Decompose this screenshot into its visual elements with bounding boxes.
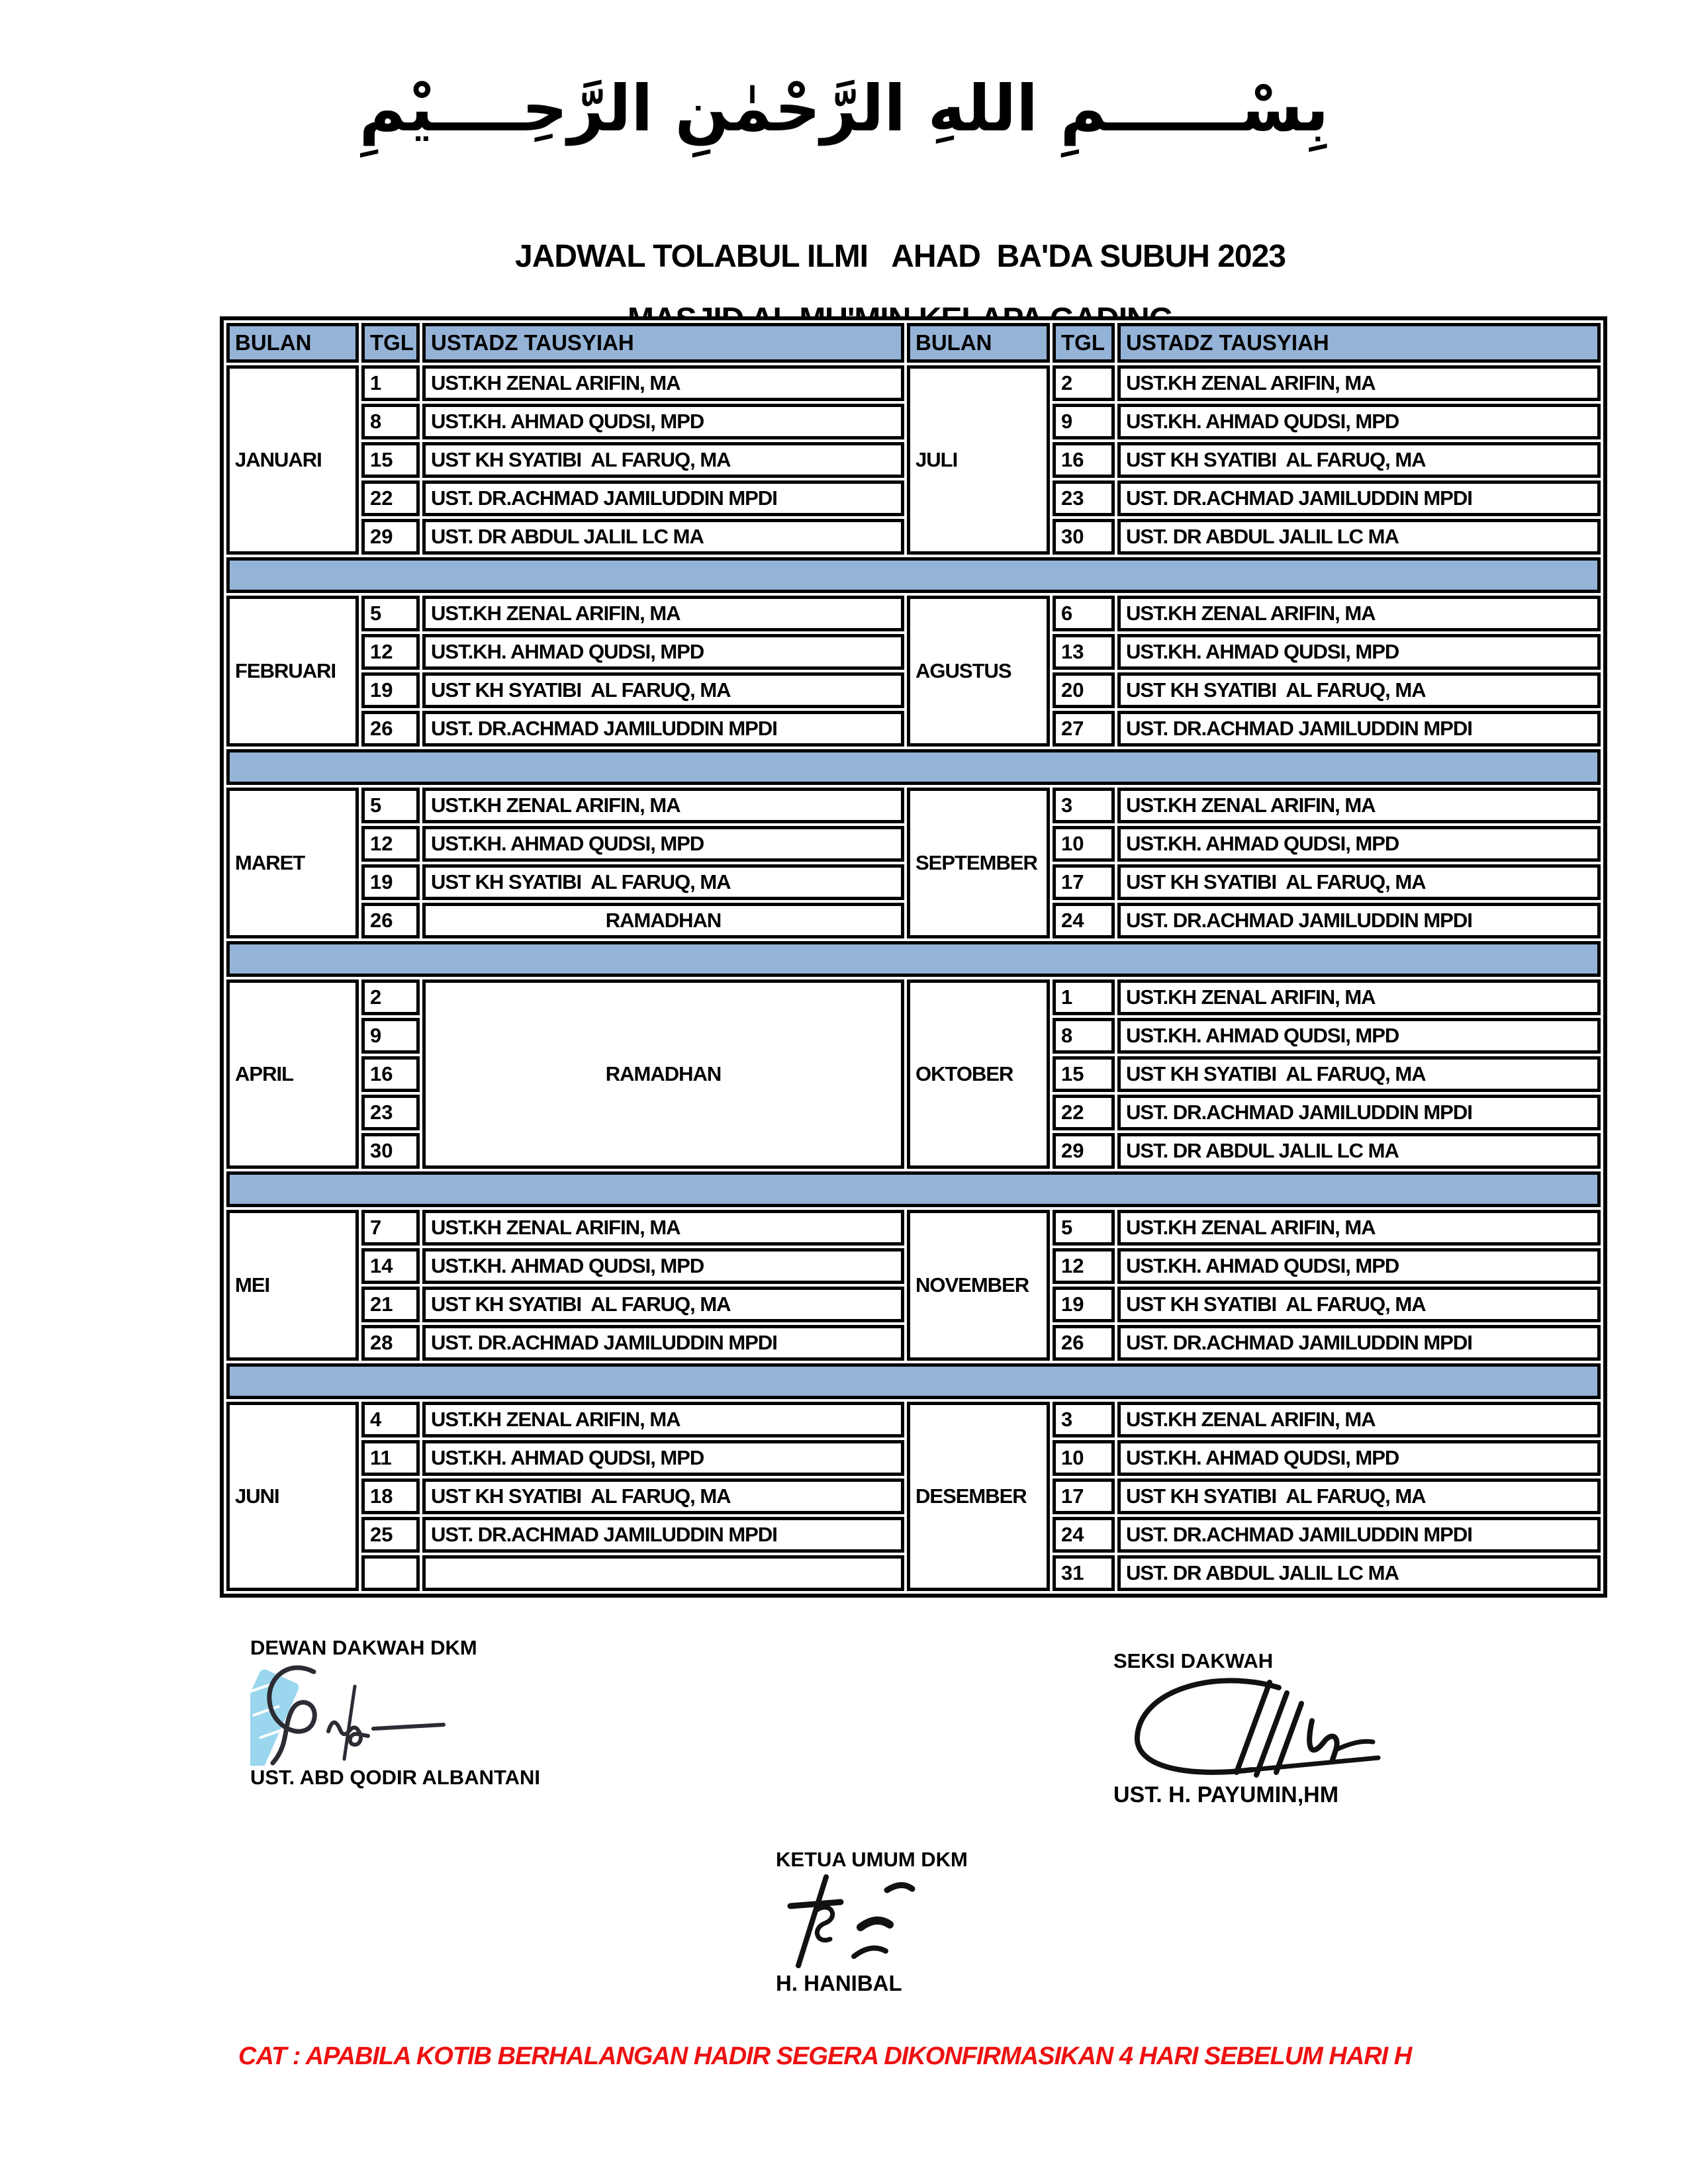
tgl-cell: 1 [361,365,420,401]
ustadz-cell: UST.KH. AHMAD QUDSI, MPD [1117,826,1601,862]
month-cell: JUNI [226,1402,359,1591]
ustadz-cell: UST.KH ZENAL ARIFIN, MA [422,365,904,401]
ustadz-cell: UST. DR ABDUL JALIL LC MA [1117,519,1601,555]
schedule-row [226,596,1601,631]
section-spacer [226,1171,1601,1207]
tgl-cell: 8 [361,404,420,439]
schedule-row [226,1210,1601,1246]
signature-name: H. HANIBAL [776,1971,902,1995]
ustadz-cell: UST.KH. AHMAD QUDSI, MPD [1117,1440,1601,1476]
month-cell: DESEMBER [907,1402,1050,1591]
ustadz-cell-merged: RAMADHAN [422,979,904,1169]
ustadz-cell: UST. DR ABDUL JALIL LC MA [1117,1133,1601,1169]
ustadz-cell: UST.KH ZENAL ARIFIN, MA [422,596,904,631]
ustadz-cell: UST. DR.ACHMAD JAMILUDDIN MPDI [1117,1095,1601,1130]
section-spacer [226,1363,1601,1399]
ustadz-cell: UST.KH. AHMAD QUDSI, MPD [422,634,904,670]
tgl-cell: 26 [361,903,420,938]
ustadz-cell: UST.KH. AHMAD QUDSI, MPD [422,1248,904,1284]
tgl-cell: 7 [361,1210,420,1246]
tgl-cell: 9 [361,1018,420,1054]
ustadz-cell: UST KH SYATIBI AL FARUQ, MA [422,864,904,900]
tgl-cell: 19 [1053,1287,1115,1322]
tgl-cell: 15 [361,442,420,478]
ustadz-cell: UST.KH. AHMAD QUDSI, MPD [1117,634,1601,670]
tgl-cell: 26 [361,711,420,747]
col-header-bulan-left: BULAN [226,323,359,363]
ustadz-cell: UST.KH ZENAL ARIFIN, MA [1117,1402,1601,1437]
tgl-cell: 27 [1053,711,1115,747]
ustadz-cell: UST.KH. AHMAD QUDSI, MPD [422,404,904,439]
ustadz-cell [422,1555,904,1591]
signature-scribble-hanibal [776,1872,994,1971]
tgl-cell: 10 [1053,826,1115,862]
tgl-cell: 5 [1053,1210,1115,1246]
ustadz-cell: UST.KH ZENAL ARIFIN, MA [1117,788,1601,823]
section-spacer [226,557,1601,593]
tgl-cell: 30 [361,1133,420,1169]
schedule-row [226,1402,1601,1437]
tgl-cell: 15 [1053,1056,1115,1092]
schedule-row [226,365,1601,401]
tgl-cell: 23 [1053,480,1115,516]
tgl-cell: 24 [1053,903,1115,938]
tgl-cell: 6 [1053,596,1115,631]
month-cell: APRIL [226,979,359,1169]
header-row [226,323,1601,363]
tgl-cell: 16 [361,1056,420,1092]
ustadz-cell: UST. DR.ACHMAD JAMILUDDIN MPDI [1117,1325,1601,1361]
tgl-cell: 21 [361,1287,420,1322]
spacer-cell [226,1363,1601,1399]
ustadz-cell: UST KH SYATIBI AL FARUQ, MA [422,1287,904,1322]
ustadz-cell: UST. DR.ACHMAD JAMILUDDIN MPDI [1117,711,1601,747]
ustadz-cell: UST. DR.ACHMAD JAMILUDDIN MPDI [1117,903,1601,938]
ustadz-cell: RAMADHAN [422,903,904,938]
tgl-cell: 16 [1053,442,1115,478]
col-header-tgl-left: TGL [361,323,420,363]
spacer-cell [226,749,1601,785]
tgl-cell: 29 [361,519,420,555]
tgl-cell: 11 [361,1440,420,1476]
tgl-cell: 12 [361,826,420,862]
tgl-cell: 23 [361,1095,420,1130]
footer-note: CAT : APABILA KOTIB BERHALANGAN HADIR SEGERA DIKONFIRMASIKAN 4 HARI SEBELUM HARI H [238,2042,1412,2070]
tgl-cell: 5 [361,788,420,823]
tgl-cell: 22 [361,480,420,516]
ustadz-cell: UST. DR.ACHMAD JAMILUDDIN MPDI [1117,1517,1601,1553]
page-title: JADWAL TOLABUL ILMI AHAD BA'DA SUBUH 2023 [515,239,1286,274]
tgl-cell: 24 [1053,1517,1115,1553]
col-header-ustadz-right: USTADZ TAUSYIAH [1117,323,1601,363]
col-header-tgl-right: TGL [1053,323,1115,363]
tgl-cell: 29 [1053,1133,1115,1169]
tgl-cell: 28 [361,1325,420,1361]
ustadz-cell: UST.KH ZENAL ARIFIN, MA [422,1210,904,1246]
signature-name: UST. ABD QODIR ALBANTANI [250,1766,540,1789]
month-cell: SEPTEMBER [907,788,1050,938]
ustadz-cell: UST.KH. AHMAD QUDSI, MPD [1117,404,1601,439]
spacer-cell [226,941,1601,977]
ustadz-cell: UST. DR.ACHMAD JAMILUDDIN MPDI [422,480,904,516]
bismillah-calligraphy: بِسْــــــمِ اللهِ الرَّحْمٰنِ الرَّحِــــيْمِ [359,71,1329,146]
ustadz-cell: UST. DR.ACHMAD JAMILUDDIN MPDI [422,1325,904,1361]
tgl-cell: 22 [1053,1095,1115,1130]
tgl-cell: 3 [1053,788,1115,823]
tgl-cell: 26 [1053,1325,1115,1361]
spacer-cell [226,1171,1601,1207]
ustadz-cell: UST KH SYATIBI AL FARUQ, MA [1117,864,1601,900]
tgl-cell: 17 [1053,1479,1115,1514]
signature-title: DEWAN DAKWAH DKM [250,1636,477,1659]
signature-scribble-albantani [250,1660,561,1766]
ustadz-cell: UST. DR.ACHMAD JAMILUDDIN MPDI [422,711,904,747]
month-cell: MARET [226,788,359,938]
col-header-bulan-right: BULAN [907,323,1050,363]
schedule-body [226,365,1601,1591]
ustadz-cell: UST.KH. AHMAD QUDSI, MPD [1117,1018,1601,1054]
ustadz-cell: UST.KH. AHMAD QUDSI, MPD [422,1440,904,1476]
section-spacer [226,941,1601,977]
tgl-cell: 5 [361,596,420,631]
tgl-cell: 12 [1053,1248,1115,1284]
ustadz-cell: UST.KH ZENAL ARIFIN, MA [1117,979,1601,1015]
tgl-cell: 2 [1053,365,1115,401]
tgl-cell: 14 [361,1248,420,1284]
ustadz-cell: UST.KH. AHMAD QUDSI, MPD [422,826,904,862]
schedule-row [226,788,1601,823]
ustadz-cell: UST KH SYATIBI AL FARUQ, MA [1117,1479,1601,1514]
ustadz-cell: UST KH SYATIBI AL FARUQ, MA [1117,1287,1601,1322]
month-cell: JANUARI [226,365,359,555]
tgl-cell: 2 [361,979,420,1015]
spacer-cell [226,557,1601,593]
signature-scribble-payumin [1113,1673,1418,1782]
tgl-cell: 9 [1053,404,1115,439]
ustadz-cell: UST. DR.ACHMAD JAMILUDDIN MPDI [422,1517,904,1553]
ustadz-cell: UST KH SYATIBI AL FARUQ, MA [1117,1056,1601,1092]
ustadz-cell: UST KH SYATIBI AL FARUQ, MA [422,1479,904,1514]
signature-block-seksi-dakwah [1113,1649,1484,1808]
month-cell: MEI [226,1210,359,1361]
ustadz-cell: UST.KH ZENAL ARIFIN, MA [422,788,904,823]
ustadz-cell: UST KH SYATIBI AL FARUQ, MA [1117,672,1601,708]
signature-title: SEKSI DAKWAH [1113,1649,1274,1672]
month-cell: FEBRUARI [226,596,359,747]
month-cell: JULI [907,365,1050,555]
signature-title: KETUA UMUM DKM [776,1848,968,1871]
ustadz-cell: UST.KH ZENAL ARIFIN, MA [1117,596,1601,631]
ustadz-cell: UST. DR.ACHMAD JAMILUDDIN MPDI [1117,480,1601,516]
tgl-cell: 19 [361,864,420,900]
ustadz-cell: UST.KH ZENAL ARIFIN, MA [1117,365,1601,401]
month-cell: AGUSTUS [907,596,1050,747]
tgl-cell: 12 [361,634,420,670]
schedule-row [226,979,1601,1015]
ustadz-cell: UST. DR ABDUL JALIL LC MA [1117,1555,1601,1591]
ustadz-cell: UST.KH ZENAL ARIFIN, MA [1117,1210,1601,1246]
tgl-cell: 31 [1053,1555,1115,1591]
month-cell: NOVEMBER [907,1210,1050,1361]
ustadz-cell: UST.KH. AHMAD QUDSI, MPD [1117,1248,1601,1284]
tgl-cell: 19 [361,672,420,708]
tgl-cell: 17 [1053,864,1115,900]
tgl-cell: 8 [1053,1018,1115,1054]
ustadz-cell: UST KH SYATIBI AL FARUQ, MA [422,442,904,478]
tgl-cell: 20 [1053,672,1115,708]
tgl-cell [361,1555,420,1591]
tgl-cell: 25 [361,1517,420,1553]
ustadz-cell: UST KH SYATIBI AL FARUQ, MA [1117,442,1601,478]
tgl-cell: 30 [1053,519,1115,555]
tgl-cell: 10 [1053,1440,1115,1476]
signature-block-ketua-umum [776,1848,1054,1996]
month-cell: OKTOBER [907,979,1050,1169]
schedule-table [220,316,1607,1598]
ustadz-cell: UST KH SYATIBI AL FARUQ, MA [422,672,904,708]
tgl-cell: 3 [1053,1402,1115,1437]
tgl-cell: 1 [1053,979,1115,1015]
ustadz-cell: UST. DR ABDUL JALIL LC MA [422,519,904,555]
tgl-cell: 18 [361,1479,420,1514]
section-spacer [226,749,1601,785]
tgl-cell: 13 [1053,634,1115,670]
ustadz-cell: UST.KH ZENAL ARIFIN, MA [422,1402,904,1437]
signature-block-dewan-dakwah [250,1636,674,1790]
tgl-cell: 4 [361,1402,420,1437]
col-header-ustadz-left: USTADZ TAUSYIAH [422,323,904,363]
signature-name: UST. H. PAYUMIN,HM [1113,1782,1339,1807]
